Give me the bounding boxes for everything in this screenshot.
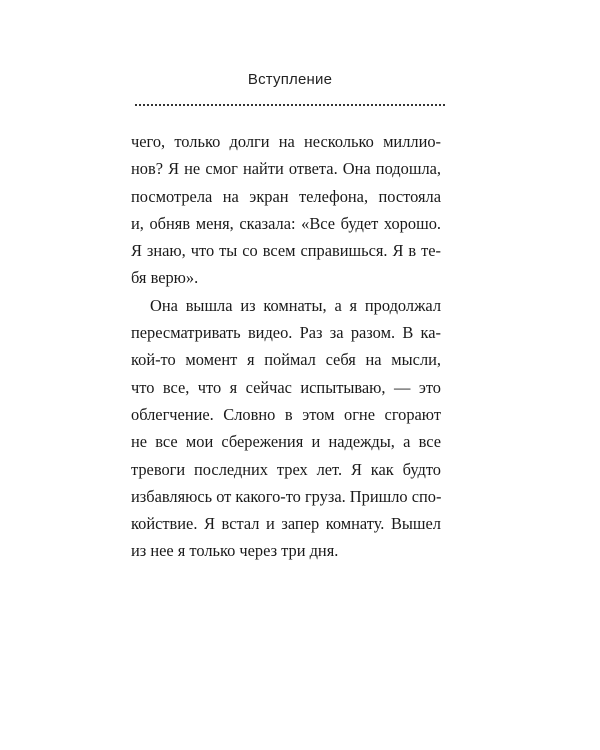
text-line: Я знаю, что ты со всем справишься. Я в те- <box>131 241 441 261</box>
text-line: койствие. Я встал и запер комнату. Вышел <box>131 514 441 534</box>
text-line: облегчение. Словно в этом огне сгорают <box>131 404 441 424</box>
text-line: из нее я только через три дня. <box>131 541 339 561</box>
text-line: бя верю». <box>131 268 199 288</box>
text-line: что все, что я сейчас испытываю, — это <box>131 377 441 397</box>
text-line: избавляюсь от какого-то груза. Пришло спо- <box>131 486 442 506</box>
text-line: чего, только долги на несколько миллио- <box>131 132 441 151</box>
text-line: тревоги последних трех лет. Я как будто <box>131 459 441 479</box>
body-text <box>131 128 441 565</box>
text-line: нов? Я не смог найти ответа. Она подошла, <box>131 159 441 179</box>
text-line: посмотрела на экран телефона, постояла <box>131 186 441 206</box>
text-line: и, обняв меня, сказала: «Все будет хорошо. <box>131 213 441 233</box>
running-title: Вступление <box>247 71 333 88</box>
page-header <box>130 70 450 106</box>
text-line: кой-то момент я поймал себя на мысли, <box>131 350 441 370</box>
text-line: пересматривать видео. Раз за разом. В ка- <box>131 323 441 343</box>
text-line: Она вышла из комнаты, а я продолжал <box>150 295 441 315</box>
text-line: не все мои сбережения и надежды, а все <box>131 432 441 452</box>
dotted-divider <box>135 104 445 106</box>
